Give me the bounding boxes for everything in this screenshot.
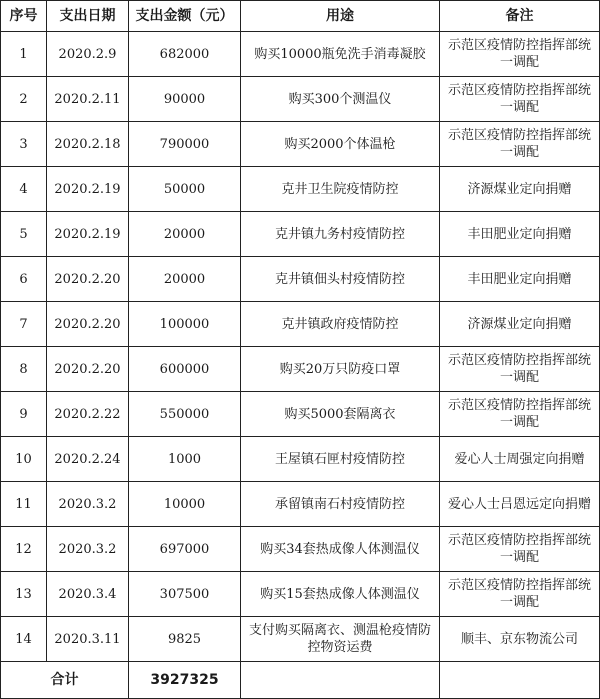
cell-note: 示范区疫情防控指挥部统一调配 xyxy=(440,32,600,77)
cell-index: 7 xyxy=(1,302,47,347)
cell-date: 2020.3.2 xyxy=(47,482,129,527)
cell-date: 2020.3.2 xyxy=(47,527,129,572)
cell-note: 顺丰、京东物流公司 xyxy=(440,617,600,662)
cell-date: 2020.3.4 xyxy=(47,572,129,617)
cell-note: 爱心人士周强定向捐赠 xyxy=(440,437,600,482)
cell-amount: 682000 xyxy=(129,32,241,77)
cell-note: 济源煤业定向捐赠 xyxy=(440,302,600,347)
table-row xyxy=(1,482,600,527)
cell-index: 8 xyxy=(1,347,47,392)
cell-index: 12 xyxy=(1,527,47,572)
cell-amount: 550000 xyxy=(129,392,241,437)
table-row xyxy=(1,77,600,122)
cell-date: 2020.2.22 xyxy=(47,392,129,437)
cell-date: 2020.2.19 xyxy=(47,167,129,212)
cell-amount: 307500 xyxy=(129,572,241,617)
table-row xyxy=(1,32,600,77)
cell-amount: 9825 xyxy=(129,617,241,662)
cell-date: 2020.2.11 xyxy=(47,77,129,122)
cell-note: 示范区疫情防控指挥部统一调配 xyxy=(440,392,600,437)
header-date: 支出日期 xyxy=(47,1,129,32)
cell-date: 2020.2.19 xyxy=(47,212,129,257)
header-index: 序号 xyxy=(1,1,47,32)
cell-amount: 20000 xyxy=(129,257,241,302)
cell-amount: 790000 xyxy=(129,122,241,167)
table-row xyxy=(1,347,600,392)
cell-note: 济源煤业定向捐赠 xyxy=(440,167,600,212)
table-row xyxy=(1,572,600,617)
table-body xyxy=(1,32,600,662)
header-note: 备注 xyxy=(440,1,600,32)
cell-purpose: 王屋镇石匣村疫情防控 xyxy=(241,437,440,482)
cell-index: 13 xyxy=(1,572,47,617)
cell-index: 1 xyxy=(1,32,47,77)
cell-amount: 100000 xyxy=(129,302,241,347)
table-row xyxy=(1,527,600,572)
table-row xyxy=(1,617,600,662)
cell-amount: 1000 xyxy=(129,437,241,482)
cell-date: 2020.2.20 xyxy=(47,302,129,347)
cell-index: 3 xyxy=(1,122,47,167)
table-row xyxy=(1,392,600,437)
cell-index: 6 xyxy=(1,257,47,302)
cell-amount: 600000 xyxy=(129,347,241,392)
cell-purpose: 购买10000瓶免洗手消毒凝胶 xyxy=(241,32,440,77)
table-row xyxy=(1,212,600,257)
total-label: 合计 xyxy=(1,662,129,699)
cell-note: 丰田肥业定向捐赠 xyxy=(440,257,600,302)
table-row xyxy=(1,167,600,212)
cell-purpose: 克井镇政府疫情防控 xyxy=(241,302,440,347)
cell-date: 2020.2.20 xyxy=(47,257,129,302)
cell-purpose: 克井镇佃头村疫情防控 xyxy=(241,257,440,302)
cell-date: 2020.2.18 xyxy=(47,122,129,167)
table-row xyxy=(1,257,600,302)
cell-note: 示范区疫情防控指挥部统一调配 xyxy=(440,527,600,572)
cell-purpose: 克井镇九务村疫情防控 xyxy=(241,212,440,257)
cell-note: 示范区疫情防控指挥部统一调配 xyxy=(440,77,600,122)
cell-purpose: 克井卫生院疫情防控 xyxy=(241,167,440,212)
cell-purpose: 承留镇南石村疫情防控 xyxy=(241,482,440,527)
cell-date: 2020.2.24 xyxy=(47,437,129,482)
cell-amount: 10000 xyxy=(129,482,241,527)
table-row xyxy=(1,437,600,482)
cell-purpose: 购买300个测温仪 xyxy=(241,77,440,122)
cell-amount: 20000 xyxy=(129,212,241,257)
cell-index: 14 xyxy=(1,617,47,662)
cell-purpose: 购买2000个体温枪 xyxy=(241,122,440,167)
cell-note: 示范区疫情防控指挥部统一调配 xyxy=(440,122,600,167)
cell-purpose: 支付购买隔离衣、测温枪疫情防控物资运费 xyxy=(241,617,440,662)
cell-purpose: 购买20万只防疫口罩 xyxy=(241,347,440,392)
cell-note: 示范区疫情防控指挥部统一调配 xyxy=(440,572,600,617)
header-row xyxy=(1,1,600,32)
table-row xyxy=(1,122,600,167)
cell-amount: 90000 xyxy=(129,77,241,122)
cell-note: 丰田肥业定向捐赠 xyxy=(440,212,600,257)
cell-amount: 50000 xyxy=(129,167,241,212)
cell-amount: 697000 xyxy=(129,527,241,572)
cell-purpose: 购买5000套隔离衣 xyxy=(241,392,440,437)
cell-date: 2020.2.9 xyxy=(47,32,129,77)
total-amount: 3927325 xyxy=(129,662,241,699)
cell-index: 11 xyxy=(1,482,47,527)
cell-purpose: 购买15套热成像人体测温仪 xyxy=(241,572,440,617)
header-purpose: 用途 xyxy=(241,1,440,32)
cell-index: 2 xyxy=(1,77,47,122)
cell-index: 4 xyxy=(1,167,47,212)
cell-note: 爱心人士吕恩远定向捐赠 xyxy=(440,482,600,527)
cell-index: 5 xyxy=(1,212,47,257)
cell-index: 9 xyxy=(1,392,47,437)
cell-note: 示范区疫情防控指挥部统一调配 xyxy=(440,347,600,392)
cell-date: 2020.2.20 xyxy=(47,347,129,392)
table-row xyxy=(1,302,600,347)
cell-date: 2020.3.11 xyxy=(47,617,129,662)
cell-index: 10 xyxy=(1,437,47,482)
header-amount: 支出金额（元） xyxy=(129,1,241,32)
cell-purpose: 购买34套热成像人体测温仪 xyxy=(241,527,440,572)
